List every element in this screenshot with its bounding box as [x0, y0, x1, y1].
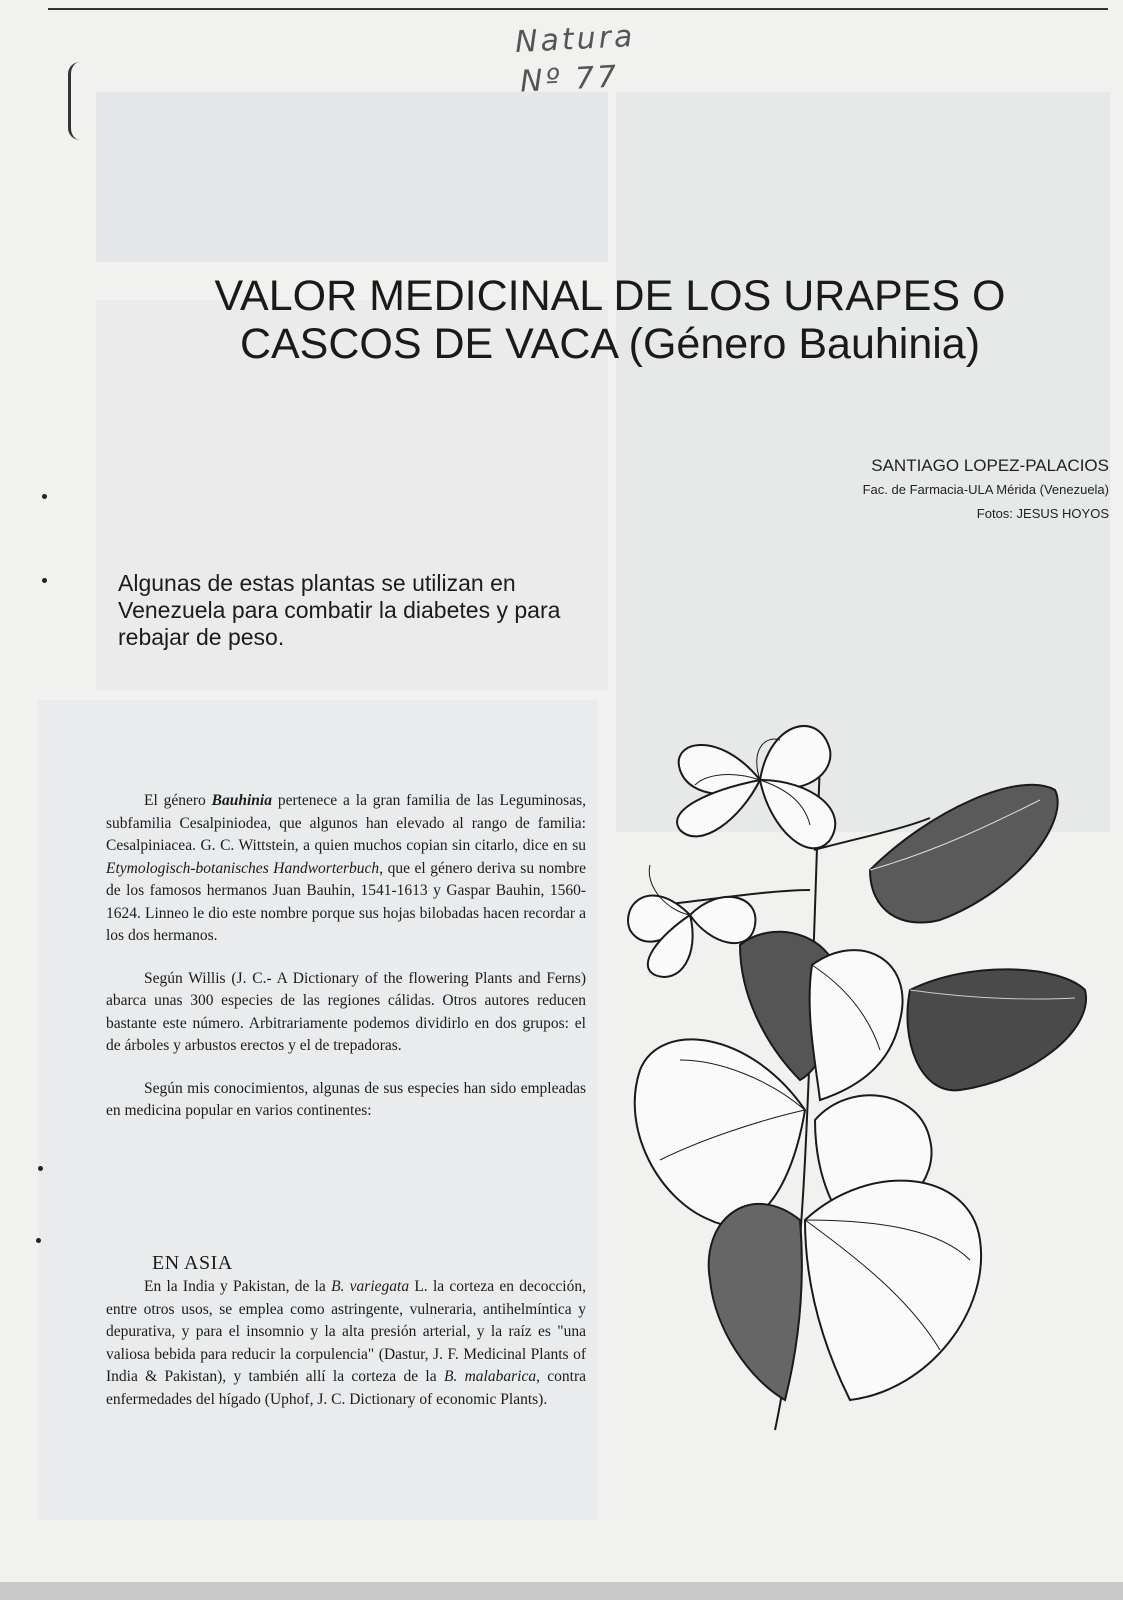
flower	[628, 865, 755, 977]
article-title	[150, 272, 1070, 368]
stray-dot	[42, 578, 47, 583]
body-column	[106, 790, 586, 1143]
leaf-light	[635, 1039, 805, 1225]
text-run: pertenece a la gran familia de las Leguminosas, subfamilia Cesalpiniodea, que algunos han elevado al rango de familia: Cesalpiniacea. G. C. Wittstein, a quien muchos copian sin citarlo, dice en su	[106, 792, 587, 854]
handwritten-note-line1: Natura	[514, 18, 637, 61]
leaf-dark	[907, 969, 1086, 1090]
title-line-2: CASCOS DE VACA (Género Bauhinia)	[239, 320, 981, 368]
leaf-light	[805, 1181, 981, 1400]
paragraph-asia	[106, 1276, 586, 1411]
photo-credit: Fotos: JESUS HOYOS	[976, 506, 1109, 521]
author-affiliation: Fac. de Farmacia-ULA Mérida (Venezuela)	[862, 482, 1109, 497]
top-rule	[48, 8, 1108, 10]
lead-paragraph: Algunas de estas plantas se utilizan en Venezuela para combatir la diabetes y para rebajar de peso.	[118, 570, 561, 650]
species-name: B. variegata	[331, 1278, 410, 1295]
paragraph-continents: Según mis conocimientos, algunas de sus especies han sido empleadas en medicina popular en varios continentes:	[106, 1079, 586, 1119]
text-run: , contra enfermedades del hígado (Uphof, J. C. Dictionary of economic Plants).	[106, 1368, 587, 1408]
margin-pencil-mark	[68, 62, 85, 140]
stray-dot	[38, 1166, 43, 1171]
text-run: , que el género deriva su nombre de los famosos hermanos Juan Bauhin, 1541-1613 y Gaspar Bauhin, 1560-1624. Linneo le dio este nombre porque sus hojas bilobadas hacen recordar a los dos hermanos.	[106, 859, 586, 944]
title-line-1: VALOR MEDICINAL DE LOS URAPES O	[214, 272, 1006, 320]
bleed-through-column-top	[96, 92, 608, 262]
section-heading-asia: EN ASIA	[152, 1252, 233, 1274]
species-name: B. malabarica	[443, 1368, 537, 1385]
genus-name: Bauhinia	[211, 792, 272, 809]
paragraph-intro	[106, 790, 586, 948]
bottom-scan-edge	[0, 1582, 1123, 1600]
stray-dot	[36, 1238, 41, 1243]
paragraph-willis: Según Willis (J. C.- A Dictionary of the flowering Plants and Ferns) abarca unas 300 especies de las regiones cálidas. Otros autores reducen bastante este número. Arbitrariamente podemos dividirlo en dos grupos: el de árboles y arbustos erectos y el de trepadoras.	[106, 969, 586, 1054]
book-title: Etymologisch-botanisches Handworterbuch	[106, 859, 380, 877]
author-name: SANTIAGO LOPEZ-PALACIOS	[871, 456, 1109, 475]
text-run: L. la corteza en decocción, entre otros usos, se emplea como astringente, vulneraria, antihelmíntica y depurativa, y para el insomnio y la alta presión arterial, y la raíz es "una valiosa bebida para reducir la corpulencia" (Dastur, J. F. Medicinal Plants of India & Pakistan), y también allí la corteza de la	[106, 1278, 586, 1385]
handwritten-note-line2: Nº 77	[519, 59, 621, 100]
bauhinia-illustration	[600, 700, 1100, 1450]
stray-dot	[42, 494, 47, 499]
flower	[677, 726, 835, 848]
text-run: En la India y Pakistan, de la	[144, 1278, 332, 1295]
leaf-dark	[709, 1204, 802, 1400]
body-column-asia	[106, 1276, 586, 1431]
text-run: El género	[144, 792, 212, 809]
